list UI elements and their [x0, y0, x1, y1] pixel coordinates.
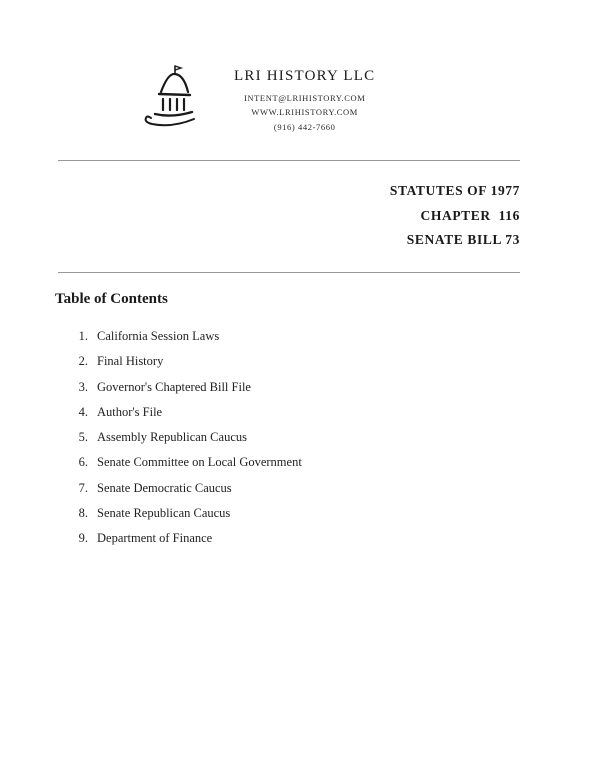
company-block: [234, 62, 375, 134]
chapter-line: CHAPTER 116: [420, 207, 520, 223]
toc-item: [70, 507, 600, 521]
toc-item-number: 6.: [78, 455, 88, 470]
toc-item-label: Senate Committee on Local Government: [97, 455, 302, 470]
toc-item-label: Assembly Republican Caucus: [97, 430, 247, 445]
toc-item-number: 7.: [78, 480, 88, 495]
letterhead: [0, 0, 600, 134]
statutes-line: STATUTES OF 1977: [389, 183, 520, 199]
toc-item-label: Department of Finance: [97, 531, 213, 546]
toc-item: [70, 482, 600, 496]
toc-item-label: Author's File: [97, 404, 163, 419]
toc-item-number: 8.: [78, 505, 88, 520]
company-email: INTENT@LRIHISTORY.COM: [243, 93, 366, 103]
toc-item: [70, 532, 600, 546]
divider-bottom: [58, 272, 520, 273]
toc-item-label: Senate Republican Caucus: [97, 505, 231, 520]
toc-item-label: California Session Laws: [97, 329, 220, 344]
toc-item: [70, 355, 600, 369]
toc-item: [70, 456, 600, 470]
toc-item-number: 4.: [78, 404, 88, 419]
toc-item: [70, 330, 600, 344]
toc-item-number: 9.: [78, 531, 88, 546]
company-name: LRI HISTORY LLC: [234, 68, 376, 84]
divider-top: [58, 160, 520, 161]
toc-list: [70, 330, 600, 546]
toc-item-number: 3.: [78, 379, 88, 394]
toc-item-label: Senate Democratic Caucus: [97, 480, 232, 495]
toc-item: [70, 381, 600, 395]
toc-item-number: 5.: [78, 430, 88, 445]
toc-item: [70, 406, 600, 420]
company-phone: (916) 442-7660: [273, 121, 336, 132]
capitol-building-icon: [138, 62, 200, 132]
senate-bill-line: SENATE BILL 73: [406, 231, 520, 247]
toc-heading: Table of Contents: [55, 291, 168, 308]
company-website: WWW.LRIHISTORY.COM: [251, 107, 358, 118]
toc-item-label: Final History: [97, 354, 164, 369]
toc-item: [70, 431, 600, 445]
toc-item-number: 2.: [78, 354, 88, 369]
statute-reference-block: [0, 179, 520, 252]
toc-item-number: 1.: [78, 329, 88, 344]
toc-item-label: Governor's Chaptered Bill File: [97, 379, 251, 394]
